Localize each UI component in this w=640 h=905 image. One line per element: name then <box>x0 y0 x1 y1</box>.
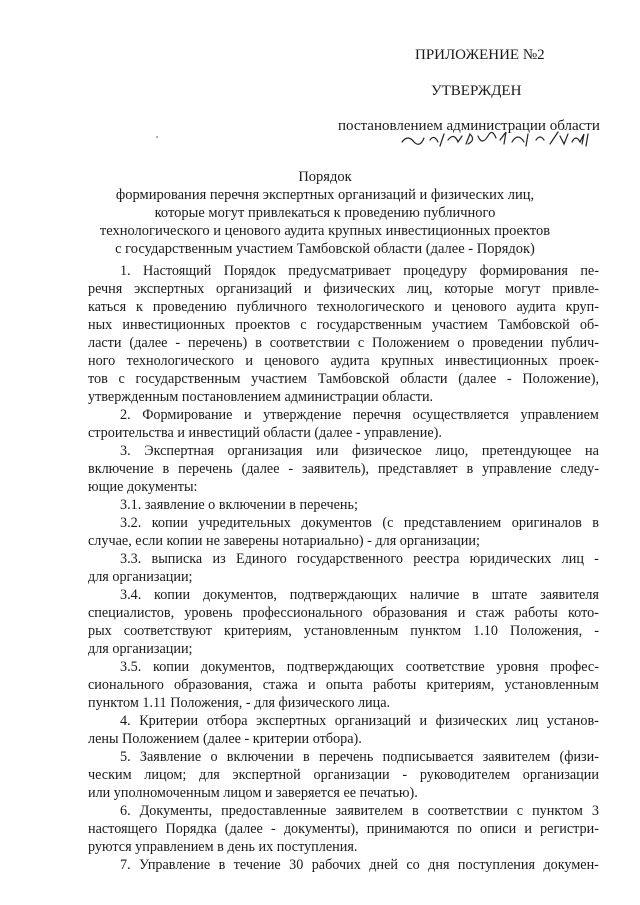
word: пунктом <box>532 803 583 819</box>
word: 3. <box>120 443 131 459</box>
word: подтверждающих <box>289 587 397 603</box>
word: участием <box>431 317 488 333</box>
word: (далее <box>241 461 280 477</box>
word: докумен- <box>543 857 599 873</box>
word: 6. <box>120 803 131 819</box>
word: предоставленные <box>221 803 327 819</box>
word: осуществляется <box>412 407 509 423</box>
word: штате <box>491 587 528 603</box>
text-line: строительства и инвестиций области (далее - управление). <box>88 425 442 441</box>
word: представляет <box>377 461 458 477</box>
word: об- <box>579 317 599 333</box>
document-title <box>90 168 560 258</box>
word: работы <box>514 605 558 621</box>
word: - <box>175 335 181 351</box>
word: на <box>585 443 599 459</box>
word: рых <box>88 623 112 639</box>
text-line: ющие документы: <box>88 479 198 495</box>
word: из <box>212 551 226 567</box>
word: рабочих <box>311 857 361 873</box>
text-line <box>88 676 599 694</box>
word: участием <box>251 371 308 387</box>
word: речня <box>88 281 123 297</box>
text-line <box>88 352 599 370</box>
word: государственным <box>135 371 241 387</box>
word: проек- <box>559 353 599 369</box>
text-line: 3.1. заявление о включении в перечень; <box>120 497 358 513</box>
text-line <box>88 514 599 532</box>
word: уровня <box>496 659 539 675</box>
word: и <box>245 353 253 369</box>
word: и <box>308 677 316 693</box>
word: заявитель), <box>302 461 370 477</box>
text-line <box>88 442 599 460</box>
paragraph-p1 <box>88 262 599 406</box>
word: проектов <box>235 317 291 333</box>
word: Документы, <box>139 803 213 819</box>
word: копии <box>153 659 190 675</box>
word: круп- <box>565 299 599 315</box>
word: в <box>162 461 170 477</box>
paragraph-p6 <box>88 802 599 856</box>
word: 3.4. <box>120 587 142 603</box>
word: описи <box>480 821 517 837</box>
handwritten-date-signature <box>400 130 600 148</box>
word: Положением <box>372 335 450 351</box>
word: образования, <box>174 677 253 693</box>
word: 3.5. <box>120 659 142 675</box>
word: 3.3. <box>120 551 142 567</box>
appendix-label: ПРИЛОЖЕНИЕ №2 <box>415 47 545 63</box>
word: поступления <box>457 857 536 873</box>
word: Формирование <box>142 407 233 423</box>
text-line <box>88 766 599 784</box>
word: критериям, <box>224 623 292 639</box>
word: отбора <box>206 713 248 729</box>
word: копии <box>151 515 188 531</box>
word: в <box>255 335 262 351</box>
word: с <box>357 335 365 351</box>
word: (далее <box>129 335 168 351</box>
word: включении <box>226 749 294 765</box>
word: претендующее <box>481 443 572 459</box>
word: - <box>506 371 512 387</box>
word: уровень <box>184 605 233 621</box>
word: в <box>303 749 310 765</box>
word: Единого <box>235 551 287 567</box>
word: государственного <box>296 551 404 567</box>
word: физических <box>435 713 508 729</box>
word: аудита <box>516 299 556 315</box>
word: специалистов, <box>88 605 175 621</box>
text-line <box>88 370 599 388</box>
word: в <box>218 857 226 873</box>
word: Тамбовской <box>498 317 570 333</box>
word: регистри- <box>540 821 599 837</box>
word: к <box>136 299 143 315</box>
word: руководителем <box>419 767 511 783</box>
word: принимаются <box>366 821 450 837</box>
text-line: лены Положением (далее - критерии отбора). <box>88 731 362 747</box>
word: процедуру <box>403 263 468 279</box>
word: лиц <box>515 713 539 729</box>
text-line: утвержденным постановлением администрации области. <box>88 389 434 405</box>
word: и <box>303 281 312 297</box>
word: в <box>466 461 474 477</box>
word: ных <box>88 317 113 333</box>
word: о <box>210 749 218 765</box>
word: технологического <box>316 299 425 315</box>
word: с <box>516 803 524 819</box>
word: привле- <box>552 281 599 297</box>
text-line <box>88 262 599 280</box>
word: и <box>434 299 442 315</box>
word: - <box>594 623 599 639</box>
word: и <box>419 713 428 729</box>
word: подтверждающих <box>286 659 394 675</box>
word: со <box>406 857 420 873</box>
word: Экспертная <box>144 443 214 459</box>
word: для <box>199 767 220 783</box>
word: Заявление <box>139 749 202 765</box>
word: ного <box>88 353 116 369</box>
word: заявителем <box>482 749 551 765</box>
title-line: Порядок <box>298 169 352 185</box>
text-line <box>88 316 599 334</box>
word: утверждение <box>263 407 342 423</box>
word: соответствуют <box>123 623 212 639</box>
word: профессионального <box>242 605 363 621</box>
word: которые <box>444 281 494 297</box>
word: учредительных <box>198 515 291 531</box>
word: ценового <box>451 299 507 315</box>
word: пунктом <box>410 623 462 639</box>
title-line: формирования перечня экспертных организаций и физических лиц, <box>115 187 535 203</box>
word: Порядка <box>165 821 217 837</box>
word: крупных <box>381 353 434 369</box>
word: образования <box>372 605 448 621</box>
word: технологического <box>126 353 234 369</box>
word: кото- <box>568 605 599 621</box>
paragraph-p3 <box>88 442 599 496</box>
scan-speck <box>156 136 158 138</box>
word: 1. <box>120 263 131 279</box>
word: ценового <box>264 353 320 369</box>
text-line: руются управлением в день их поступления. <box>88 839 358 855</box>
word: инвестиционных <box>122 317 226 333</box>
word: 7. <box>120 857 131 873</box>
word: Тамбовской <box>317 371 390 387</box>
word: перечень <box>318 749 374 765</box>
word: следу- <box>560 461 599 477</box>
text-line: для организации; <box>88 641 193 657</box>
word: в <box>472 587 479 603</box>
word: копии <box>154 587 191 603</box>
word: с <box>118 371 125 387</box>
word: критериям, <box>426 677 495 693</box>
word: 5. <box>120 749 131 765</box>
word: установленным <box>504 677 599 693</box>
word: настоящего <box>88 821 158 837</box>
word: сионального <box>88 677 164 693</box>
text-line <box>88 658 599 676</box>
word: представлением <box>403 515 502 531</box>
word: области <box>400 371 448 387</box>
document-body <box>88 262 599 874</box>
word: лицо, <box>435 443 469 459</box>
word: экспертных <box>134 281 205 297</box>
word: организаций <box>334 713 411 729</box>
text-line <box>88 406 599 424</box>
word: Порядок <box>223 263 276 279</box>
word: подписывается <box>382 749 474 765</box>
title-line: технологического и ценового аудита крупных инвестиционных проектов <box>99 223 551 239</box>
word: (с <box>382 515 394 531</box>
word: публичного <box>236 299 308 315</box>
word: установ- <box>546 713 599 729</box>
word: организации <box>522 767 599 783</box>
text-line: или уполномоченным лицом и заверяется ее печатью). <box>88 785 418 801</box>
text-line <box>88 820 599 838</box>
word: 1.10 <box>473 623 498 639</box>
word: установленным <box>303 623 399 639</box>
word: тов <box>88 371 108 387</box>
word: каться <box>88 299 127 315</box>
word: организаций <box>215 281 293 297</box>
paragraph-p2 <box>88 406 599 442</box>
word: соответствии <box>269 335 350 351</box>
text-line <box>88 460 599 478</box>
word: с <box>300 317 307 333</box>
word: проведении <box>472 335 544 351</box>
word: по <box>457 821 472 837</box>
word: ческим <box>88 767 132 783</box>
word: лицом; <box>144 767 187 783</box>
title-line: с государственным участием Тамбовской области (далее - Порядок) <box>115 241 535 257</box>
word: - <box>270 821 276 837</box>
word: предусматривает <box>288 263 391 279</box>
word: управление <box>482 461 552 477</box>
text-line <box>88 802 599 820</box>
word: включение <box>88 461 154 477</box>
word: документы), <box>283 821 359 837</box>
word: аудита <box>330 353 370 369</box>
word: государственным <box>316 317 422 333</box>
text-line <box>88 298 599 316</box>
word: перечень) <box>188 335 248 351</box>
word: документов, <box>200 659 275 675</box>
word: перечня <box>352 407 402 423</box>
paragraph-p32 <box>88 514 599 550</box>
word: юридических <box>469 551 552 567</box>
word: управлением <box>520 407 599 423</box>
word: физическое <box>352 443 422 459</box>
word: проведению <box>152 299 227 315</box>
text-line <box>88 604 599 622</box>
word: пе- <box>580 263 599 279</box>
word: работы <box>373 677 417 693</box>
paragraph-p35 <box>88 658 599 712</box>
word: или <box>316 443 339 459</box>
word: 4. <box>120 713 131 729</box>
text-line <box>88 748 599 766</box>
word: формирования <box>479 263 568 279</box>
word: стаж <box>475 605 505 621</box>
paragraph-p33 <box>88 550 599 586</box>
word: Положения, <box>510 623 583 639</box>
word: (далее <box>458 371 497 387</box>
word: 2. <box>120 407 131 423</box>
word: экспертной <box>232 767 301 783</box>
word: в <box>592 515 599 531</box>
word: перечень <box>178 461 233 477</box>
word: дней <box>369 857 398 873</box>
text-line <box>88 712 599 730</box>
word: и <box>524 821 532 837</box>
word: экспертных <box>256 713 327 729</box>
word: Управление <box>139 857 211 873</box>
word: - <box>402 767 408 783</box>
text-line: для организации; <box>88 569 193 585</box>
word: выписка <box>151 551 203 567</box>
text-line <box>88 334 599 352</box>
word: (физи- <box>559 749 599 765</box>
word: инвестиционных <box>445 353 548 369</box>
word: организации <box>313 767 390 783</box>
word: заявителем <box>335 803 403 819</box>
word: дня <box>428 857 450 873</box>
text-line <box>88 586 599 604</box>
text-line: пунктом 1.11 Положения, - для физического лица. <box>88 695 391 711</box>
title-line: которые могут привлекаться к проведению публичного <box>154 205 496 221</box>
text-line: случае, если копии не заверены нотариально) - для организации; <box>88 533 480 549</box>
word: лиц, <box>406 281 433 297</box>
word: в <box>411 803 419 819</box>
word: документов <box>301 515 372 531</box>
text-line <box>88 622 599 640</box>
word: ласти <box>88 335 122 351</box>
handwriting-scribble <box>400 130 600 148</box>
decree-line: постановлением администрации области <box>338 118 600 134</box>
word: публич- <box>551 335 599 351</box>
word: соответствие <box>405 659 485 675</box>
word: реестра <box>413 551 460 567</box>
word: заявителя <box>540 587 599 603</box>
paragraph-p31 <box>88 496 599 514</box>
word: - <box>288 461 294 477</box>
word: течение <box>233 857 281 873</box>
word: Критерии <box>139 713 199 729</box>
word: и <box>244 407 252 423</box>
approved-label: УТВЕРЖДЕН <box>431 83 522 99</box>
word: оригиналов <box>511 515 582 531</box>
word: (далее <box>224 821 263 837</box>
word: Настоящий <box>143 263 212 279</box>
word: о <box>457 335 465 351</box>
word: наличие <box>409 587 460 603</box>
text-line <box>88 856 599 874</box>
word: и <box>457 605 466 621</box>
word: 3 <box>591 803 599 819</box>
paragraph-p34 <box>88 586 599 658</box>
word: могут <box>505 281 541 297</box>
text-line <box>88 550 599 568</box>
word: профес- <box>550 659 599 675</box>
word: документов, <box>202 587 277 603</box>
word: стажа <box>262 677 298 693</box>
word: - <box>594 551 599 567</box>
word: физических <box>323 281 395 297</box>
word: лиц <box>561 551 584 567</box>
word: опыта <box>325 677 363 693</box>
word: соответствии <box>427 803 508 819</box>
word: 30 <box>289 857 304 873</box>
paragraph-p7 <box>88 856 599 874</box>
text-line <box>88 280 599 298</box>
paragraph-p4 <box>88 712 599 748</box>
word: Положение), <box>522 371 599 387</box>
paragraph-p5 <box>88 748 599 802</box>
word: 3.2. <box>120 515 142 531</box>
word: организация <box>227 443 303 459</box>
